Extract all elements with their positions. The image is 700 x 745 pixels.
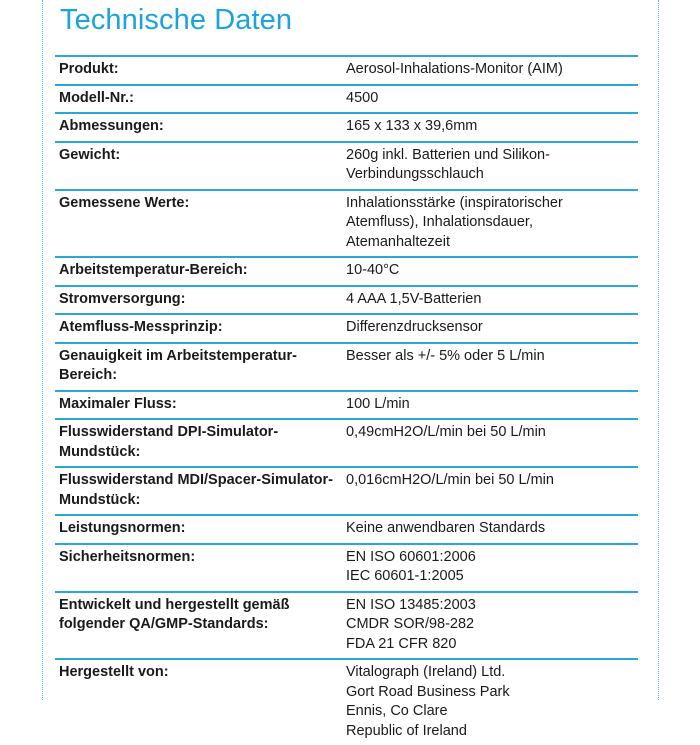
spec-label: Genauigkeit im Arbeitstemperatur-Bereich: <box>59 347 297 383</box>
spec-row <box>55 591 638 659</box>
spec-value-line: 260g inkl. Batterien und Silikon- <box>346 146 550 163</box>
spec-value-line: Inhalationsstärke (inspiratorischer <box>346 194 563 211</box>
spec-value <box>346 261 638 281</box>
spec-value <box>346 194 638 253</box>
spec-value-line: Atemfluss), Inhalationsdauer, <box>346 214 533 230</box>
spec-row <box>55 313 638 342</box>
spec-row <box>55 543 638 591</box>
spec-row <box>55 285 638 314</box>
spec-value <box>346 60 638 80</box>
spec-value-line: EN ISO 60601:2006 <box>346 548 476 565</box>
spec-value-line: Vitalograph (Ireland) Ltd. <box>346 664 506 680</box>
spec-label: Gewicht: <box>59 146 121 163</box>
spec-row <box>55 514 638 543</box>
spec-value-line: 165 x 133 x 39,6mm <box>346 118 478 134</box>
spec-value-line: EN ISO 13485:2003 <box>346 596 476 613</box>
spec-label: Entwickelt und hergestellt gemäß folgender QA/GMP-Standards: <box>59 596 290 632</box>
spec-row <box>55 390 638 419</box>
spec-row <box>55 342 638 390</box>
page-edge-left <box>42 0 43 700</box>
spec-value-line: Ennis, Co Clare <box>346 703 448 719</box>
spec-label: Flusswiderstand DPI-Simulator-Mundstück: <box>59 424 279 460</box>
spec-row <box>55 256 638 285</box>
spec-value-line: Aerosol-Inhalations-Monitor (AIM) <box>346 61 563 77</box>
spec-label: Arbeitstemperatur-Bereich: <box>59 262 248 278</box>
spec-value <box>346 471 638 510</box>
spec-row <box>55 55 638 84</box>
spec-value <box>346 596 638 655</box>
spec-value-line: Atemanhaltezeit <box>346 233 450 250</box>
spec-label: Modell-Nr.: <box>59 89 134 106</box>
spec-table <box>55 55 638 745</box>
spec-label: Stromversorgung: <box>59 290 186 307</box>
spec-row <box>55 84 638 113</box>
spec-value <box>346 318 638 338</box>
spec-value <box>346 146 638 185</box>
spec-value <box>346 290 638 310</box>
spec-label: Abmessungen: <box>59 118 164 134</box>
spec-label: Sicherheitsnormen: <box>59 548 196 565</box>
spec-label: Maximaler Fluss: <box>59 395 177 412</box>
spec-value-line: 4 AAA 1,5V-Batterien <box>346 290 482 307</box>
spec-row <box>55 141 638 189</box>
spec-label: Atemfluss-Messprinzip: <box>59 319 223 335</box>
spec-label: Hergestellt von: <box>59 664 169 680</box>
spec-value-line: Republic of Ireland <box>346 722 467 739</box>
spec-value-line: Gort Road Business Park <box>346 683 510 700</box>
spec-row <box>55 189 638 257</box>
spec-row <box>55 466 638 514</box>
spec-value-line: IEC 60601-1:2005 <box>346 568 464 584</box>
spec-label: Produkt: <box>59 61 119 77</box>
spec-value-line: Keine anwendbaren Standards <box>346 520 546 536</box>
spec-value-line: Besser als +/- 5% oder 5 L/min <box>346 347 545 364</box>
spec-value <box>346 663 638 741</box>
spec-value-line: 100 L/min <box>346 395 410 412</box>
spec-value-line: CMDR SOR/98-282 <box>346 616 475 632</box>
spec-value <box>346 89 638 109</box>
page-edge-right <box>658 0 659 700</box>
spec-value-line: 10-40°C <box>346 262 400 278</box>
spec-row <box>55 658 638 745</box>
spec-value <box>346 423 638 462</box>
spec-value-line: 0,49cmH2O/L/min bei 50 L/min <box>346 424 546 440</box>
spec-label: Flusswiderstand MDI/Spacer-Simulator-Mundstück: <box>59 472 333 508</box>
spec-value <box>346 519 638 539</box>
spec-value <box>346 395 638 415</box>
spec-value-line: Verbindungsschlauch <box>346 166 484 182</box>
spec-row <box>55 112 638 141</box>
spec-label: Leistungsnormen: <box>59 520 186 536</box>
spec-value-line: FDA 21 CFR 820 <box>346 635 457 652</box>
spec-row <box>55 418 638 466</box>
spec-value <box>346 117 638 137</box>
spec-value-line: 0,016cmH2O/L/min bei 50 L/min <box>346 472 554 488</box>
spec-value-line: Differenzdrucksensor <box>346 319 483 335</box>
spec-value-line: 4500 <box>346 89 379 106</box>
spec-label: Gemessene Werte: <box>59 194 190 211</box>
spec-value <box>346 548 638 587</box>
page-title: Technische Daten <box>60 4 293 36</box>
spec-value <box>346 347 638 386</box>
